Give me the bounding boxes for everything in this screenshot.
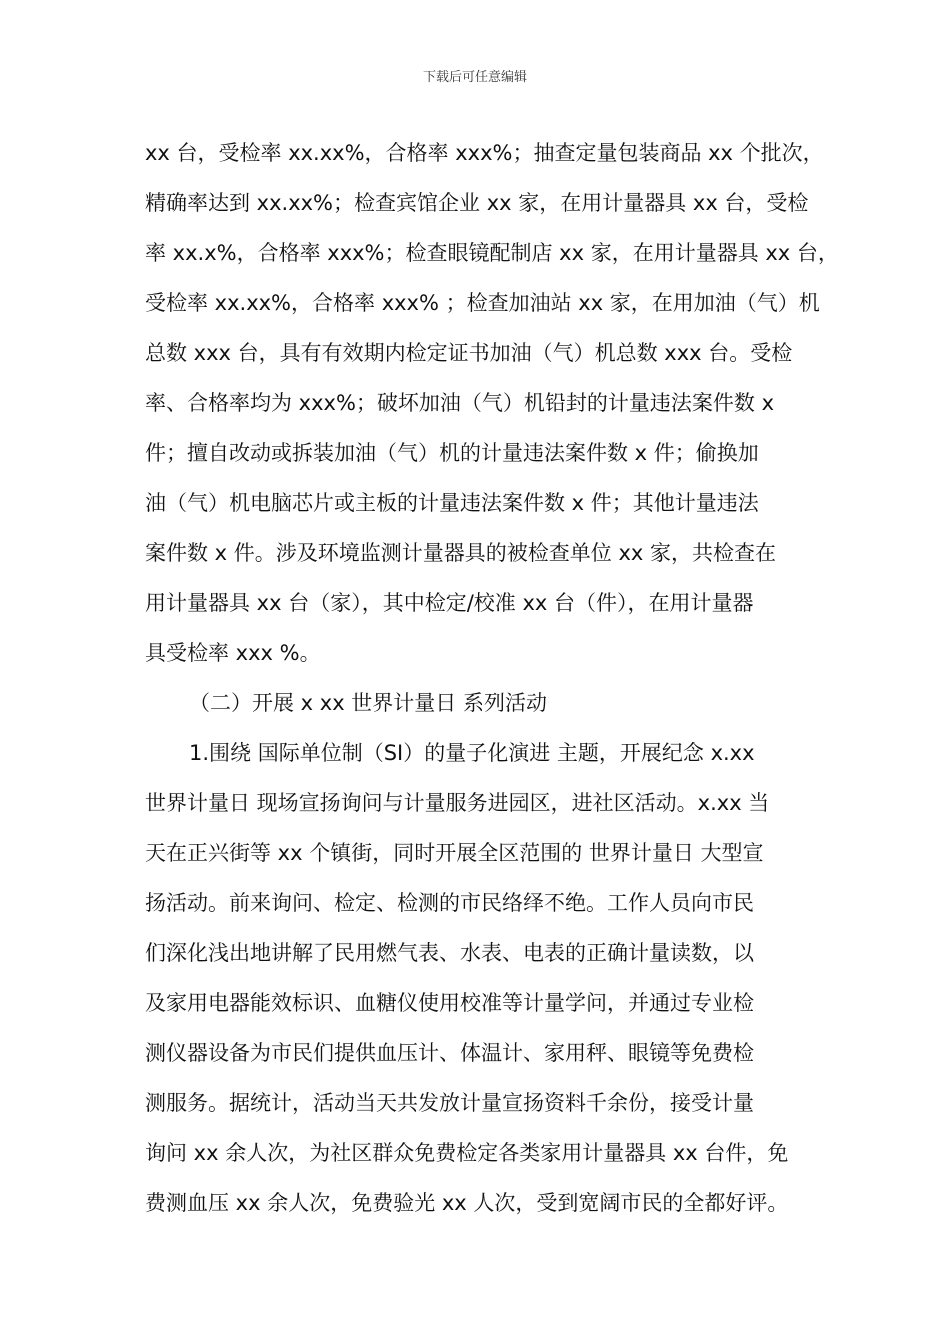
text-line: 率、合格率均为 xxx%；破坏加油（气）机铅封的计量违法案件数 x bbox=[145, 391, 775, 415]
text-line: 受检率 xx.xx%，合格率 xxx% ；检查加油站 xx 家，在用加油（气）机 bbox=[145, 291, 820, 315]
section-heading: （二）开展 x xx 世界计量日 系列活动 bbox=[189, 691, 547, 715]
text-line: 精确率达到 xx.xx%；检查宾馆企业 xx 家，在用计量器具 xx 台，受检 bbox=[145, 191, 809, 215]
text-line: 测服务。据统计，活动当天共发放计量宣扬资料千余份，接受计量 bbox=[145, 1091, 754, 1115]
text-line: 们深化浅出地讲解了民用燃气表、水表、电表的正确计量读数，以 bbox=[145, 941, 754, 965]
page-header: 下载后可任意编辑 bbox=[422, 70, 527, 85]
text-line: 具受检率 xxx %。 bbox=[145, 641, 321, 665]
text-line: 及家用电器能效标识、血糖仪使用校准等计量学问，并通过专业检 bbox=[145, 991, 754, 1015]
text-line: 案件数 x 件。涉及环境监测计量器具的被检查单位 xx 家，共检查在 bbox=[145, 541, 776, 565]
text-line: 件；擅自改动或拆装加油（气）机的计量违法案件数 x 件；偷换加 bbox=[145, 441, 759, 465]
text-line: 扬活动。前来询问、检定、检测的市民络绎不绝。工作人员向市民 bbox=[145, 891, 754, 915]
text-line: 天在正兴街等 xx 个镇街，同时开展全区范围的 世界计量日 大型宣 bbox=[145, 841, 764, 865]
text-line: 总数 xxx 台，具有有效期内检定证书加油（气）机总数 xxx 台。受检 bbox=[145, 341, 793, 365]
paragraph-first-line: 1.围绕 国际单位制（SI）的量子化演进 主题，开展纪念 x.xx bbox=[189, 741, 755, 765]
text-line: 费测血压 xx 余人次，免费验光 xx 人次，受到宽阔市民的全都好评。 bbox=[145, 1191, 789, 1215]
text-line: 测仪器设备为市民们提供血压计、体温计、家用秤、眼镜等免费检 bbox=[145, 1041, 754, 1065]
text-line: 世界计量日 现场宣扬询问与计量服务进园区，进社区活动。x.xx 当 bbox=[145, 791, 770, 815]
text-line: 询问 xx 余人次，为社区群众免费检定各类家用计量器具 xx 台件，免 bbox=[145, 1141, 789, 1165]
document-body bbox=[145, 128, 839, 1228]
text-line: 率 xx.x%，合格率 xxx%；检查眼镜配制店 xx 家，在用计量器具 xx 台， bbox=[145, 241, 839, 265]
text-line: 油（气）机电脑芯片或主板的计量违法案件数 x 件；其他计量违法 bbox=[145, 491, 759, 515]
text-line: xx 台，受检率 xx.xx%，合格率 xxx%；抽查定量包装商品 xx 个批次， bbox=[145, 141, 824, 165]
text-line: 用计量器具 xx 台（家），其中检定/校准 xx 台（件），在用计量器 bbox=[145, 591, 754, 615]
